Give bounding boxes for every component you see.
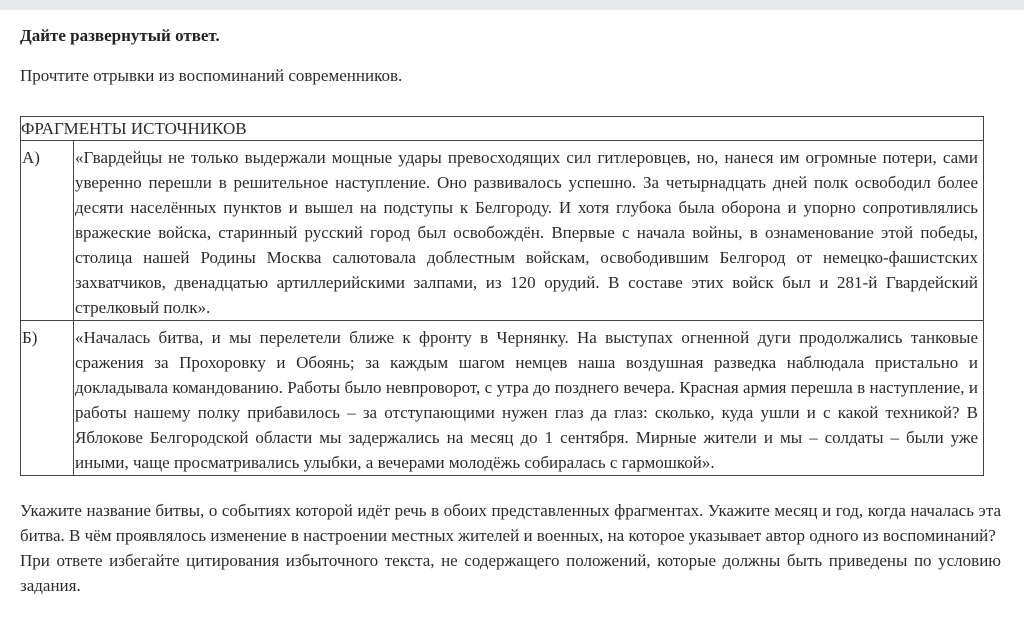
- sources-table-header-row: [21, 117, 984, 141]
- fragment-label: А): [21, 141, 74, 321]
- question-text: Укажите название битвы, о событиях которой идёт речь в обоих представленных фрагментах. Укажите месяц и год, когда началась эта битва. В чём проявлялось изменение в настроении местных жителей и военных, на которое указывает автор одного из воспоминаний?: [20, 501, 1001, 545]
- table-row: [21, 321, 984, 476]
- top-bar: [0, 0, 1024, 10]
- answer-note: При ответе избегайте цитирования избыточного текста, не содержащего положений, которые должны быть приведены по условию задания.: [20, 551, 1001, 595]
- task-intro: Прочтите отрывки из воспоминаний современников.: [20, 66, 403, 85]
- task-heading: Дайте развернутый ответ.: [20, 26, 220, 45]
- question-block: [20, 498, 1001, 598]
- fragment-text: «Гвардейцы не только выдержали мощные удары превосходящих сил гитлеровцев, но, нанеся им огромные потери, сами уверенно перешли в решительное наступление. Оно развивалось успешно. За четырнадцать дней полк освободил более десяти населённых пунктов и вышел на подступы к Белгороду. И хотя глубока была оборона и упорно сопротивлялись вражеские войска, старинный русский город был освобождён. Впервые с начала войны, в ознаменование этой победы, столица нашей Родины Москва салютовала доблестным войскам, освободившим Белгород от немецко-фашистских захватчиков, двенадцатью артиллерийскими залпами, из 120 орудий. В составе этих войск был и 281-й Гвардейский стрелковый полк».: [74, 141, 984, 321]
- sources-table-header: ФРАГМЕНТЫ ИСТОЧНИКОВ: [21, 117, 984, 141]
- sources-table: [20, 116, 984, 476]
- table-row: [21, 141, 984, 321]
- fragment-text: «Началась битва, и мы перелетели ближе к фронту в Чернянку. На выступах огненной дуги продолжались танковые сражения за Прохоровку и Обоянь; за каждым шагом немцев наша воздушная разведка наблюдала пристально и докладывала командованию. Работы было невпроворот, с утра до позднего вечера. Красная армия перешла в наступление, и работы нашему полку прибавилось – за отступающими нужен глаз да глаз: сколько, куда ушли и с какой техникой? В Яблокове Белгородской области мы задержались на месяц до 1 сентября. Мирные жители и мы – солдаты – были уже иными, чаще просматривались улыбки, а вечерами молодёжь собиралась с гармошкой».: [74, 321, 984, 476]
- fragment-label: Б): [21, 321, 74, 476]
